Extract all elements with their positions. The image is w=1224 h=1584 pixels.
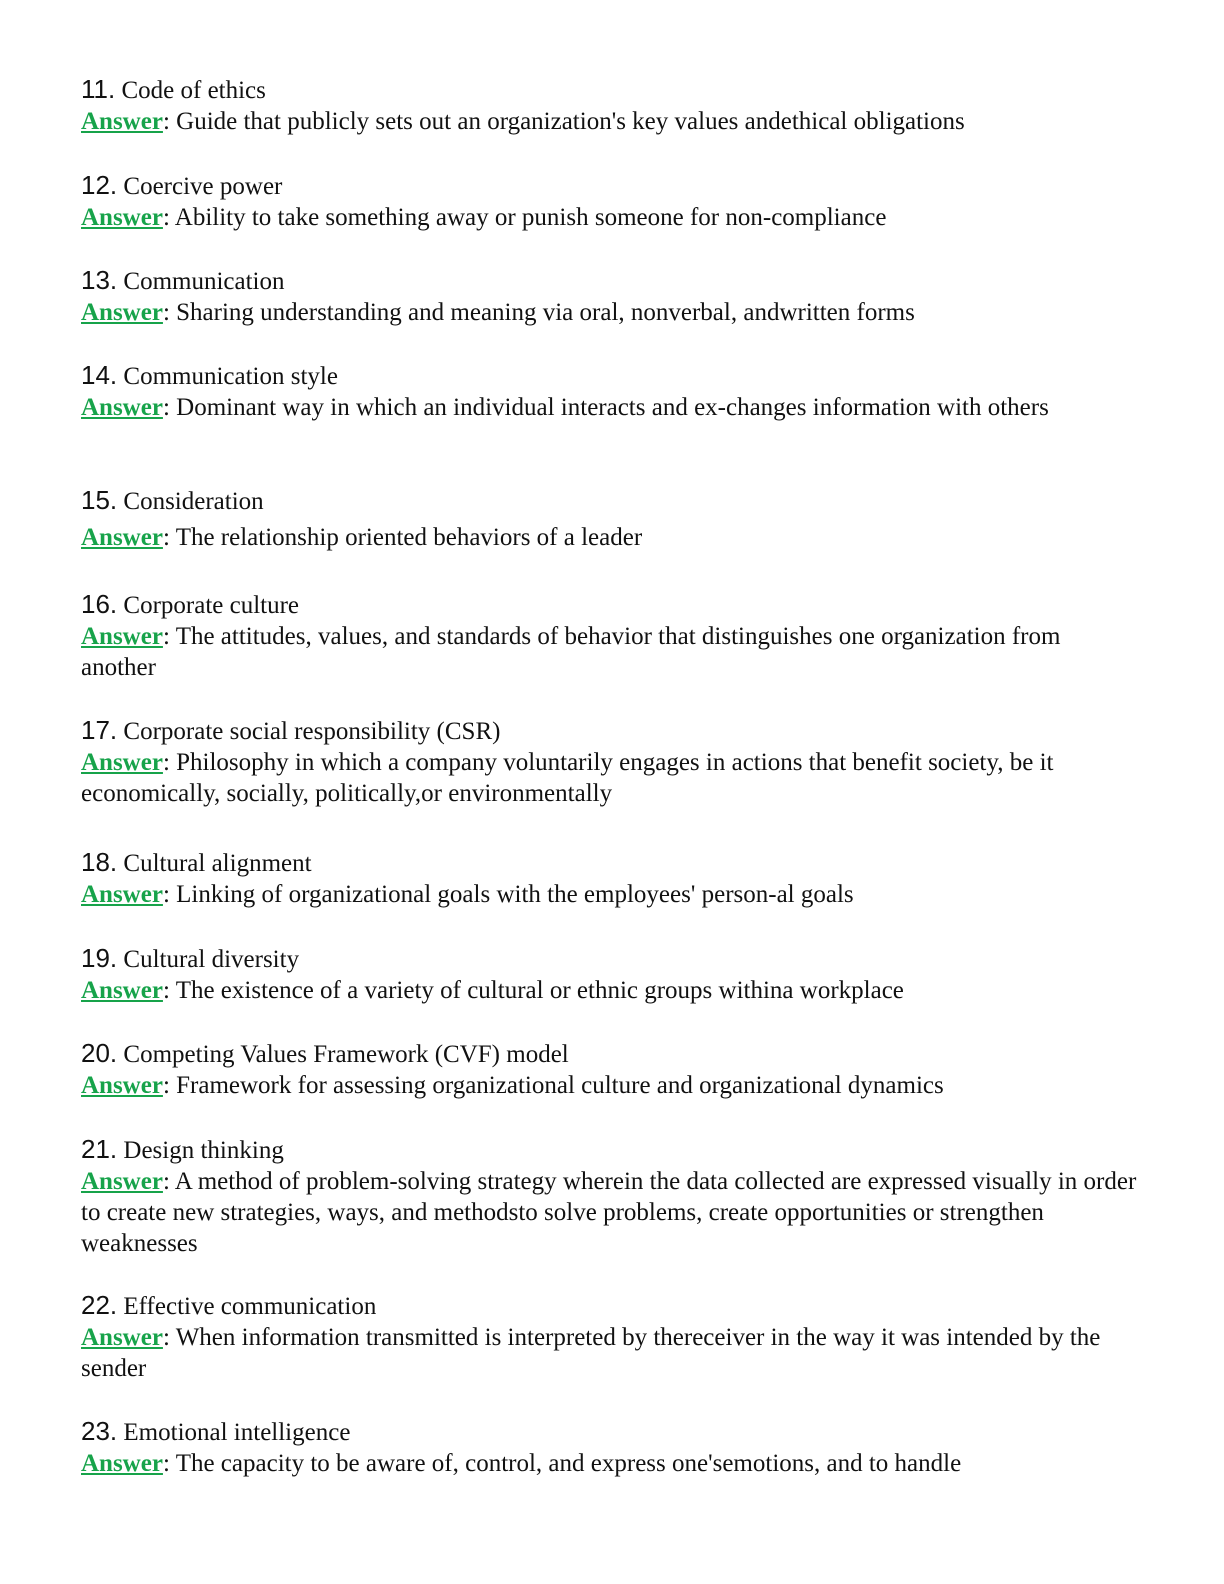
answer-label: Answer [81, 299, 163, 326]
term: Communication [123, 268, 285, 295]
answer-label: Answer [81, 524, 163, 551]
glossary-item-21 [81, 1134, 1141, 1259]
term-line [81, 589, 1141, 621]
answer-line: Answer: Dominant way in which an individual interacts and ex-changes information with others [81, 394, 1049, 421]
term-line [81, 485, 1141, 517]
glossary-item-17 [81, 715, 1141, 809]
glossary-item-13 [81, 265, 1141, 328]
answer-label: Answer [81, 881, 163, 908]
definition: Guide that publicly sets out an organization's key values andethical obligations [176, 108, 965, 135]
answer-line: Answer: When information transmitted is interpreted by thereceiver in the way it was intended by the sender [81, 1324, 1101, 1382]
term: Cultural alignment [123, 850, 312, 877]
answer-line: Answer: The attitudes, values, and standards of behavior that distinguishes one organization from another [81, 623, 1061, 681]
term-line [81, 1134, 1141, 1166]
definition: The existence of a variety of cultural or ethnic groups withina workplace [175, 977, 904, 1004]
definition: The relationship oriented behaviors of a leader [175, 524, 643, 551]
glossary-item-15 [81, 485, 1141, 553]
item-number: 12. [81, 170, 118, 200]
answer-label: Answer [81, 1450, 163, 1477]
term-line [81, 943, 1141, 975]
definition: The capacity to be aware of, control, and express one'semotions, and to handle [175, 1450, 962, 1477]
answer-line: Answer: A method of problem-solving strategy wherein the data collected are expressed visually in order to create new strategies, ways, and methodsto solve problems, create opportunities or strengthen weaknesses [81, 1168, 1137, 1257]
item-number: 18. [81, 847, 118, 877]
definition: Framework for assessing organizational culture and organizational dynamics [176, 1072, 944, 1099]
term: Consideration [123, 488, 264, 515]
term: Competing Values Framework (CVF) model [123, 1041, 569, 1068]
glossary-item-23 [81, 1416, 1141, 1479]
item-number: 14. [81, 360, 118, 390]
term: Corporate culture [123, 592, 300, 619]
definition: Sharing understanding and meaning via oral, nonverbal, andwritten forms [176, 299, 915, 326]
term: Coercive power [123, 173, 283, 200]
glossary-item-18 [81, 847, 1141, 910]
term-line [81, 74, 1141, 106]
answer-label: Answer [81, 623, 163, 650]
term: Cultural diversity [123, 946, 300, 973]
answer-label: Answer [81, 204, 163, 231]
answer-label: Answer [81, 108, 163, 135]
item-number: 21. [81, 1134, 118, 1164]
term: Effective communication [123, 1293, 377, 1320]
term: Design thinking [123, 1137, 284, 1164]
glossary-item-22 [81, 1290, 1141, 1384]
answer-label: Answer [81, 1168, 163, 1195]
item-number: 22. [81, 1290, 118, 1320]
glossary-item-14 [81, 360, 1141, 423]
answer-line: Answer: The capacity to be aware of, control, and express one'semotions, and to handle [81, 1450, 962, 1477]
answer-label: Answer [81, 977, 163, 1004]
definition: Linking of organizational goals with the employees' person-al goals [176, 881, 854, 908]
term-line [81, 1416, 1141, 1448]
glossary-item-11 [81, 74, 1141, 137]
answer-line: Answer: Framework for assessing organizational culture and organizational dynamics [81, 1072, 944, 1099]
definition: A method of problem-solving strategy wherein the data collected are expressed visually in order to create new strategies, ways, and methodsto solve problems, create opportunities or strengthen weaknesses [81, 1168, 1137, 1257]
item-number: 17. [81, 715, 118, 745]
definition: The attitudes, values, and standards of behavior that distinguishes one organization from another [81, 623, 1061, 681]
definition: Dominant way in which an individual interacts and ex-changes information with others [176, 394, 1049, 421]
item-number: 23. [81, 1416, 118, 1446]
term-line [81, 1038, 1141, 1070]
answer-line: Answer: The existence of a variety of cultural or ethnic groups withina workplace [81, 977, 904, 1004]
answer-line: Answer: Philosophy in which a company voluntarily engages in actions that benefit society, be it economically, socially, politically,or environmentally [81, 749, 1054, 807]
answer-line: Answer: Sharing understanding and meaning via oral, nonverbal, andwritten forms [81, 299, 915, 326]
term-line [81, 360, 1141, 392]
answer-line: Answer: Guide that publicly sets out an organization's key values andethical obligations [81, 108, 965, 135]
item-number: 20. [81, 1038, 118, 1068]
term: Communication style [123, 363, 338, 390]
term: Code of ethics [121, 77, 266, 104]
term-line [81, 715, 1141, 747]
answer-line: Answer: Ability to take something away or punish someone for non-compliance [81, 204, 887, 231]
term-line [81, 170, 1141, 202]
term-line [81, 1290, 1141, 1322]
term: Emotional intelligence [123, 1419, 351, 1446]
term: Corporate social responsibility (CSR) [123, 718, 501, 745]
item-number: 19. [81, 943, 118, 973]
term-line [81, 847, 1141, 879]
definition: Ability to take something away or punish someone for non-compliance [174, 204, 887, 231]
term-line [81, 265, 1141, 297]
answer-label: Answer [81, 394, 163, 421]
answer-line: Answer: The relationship oriented behaviors of a leader [81, 524, 643, 551]
glossary-item-20 [81, 1038, 1141, 1101]
answer-label: Answer [81, 1324, 163, 1351]
item-number: 15. [81, 485, 118, 515]
definition: Philosophy in which a company voluntarily engages in actions that benefit society, be it economically, socially, politically,or environmentally [81, 749, 1054, 807]
glossary-item-16 [81, 589, 1141, 683]
glossary-item-12 [81, 170, 1141, 233]
answer-label: Answer [81, 749, 163, 776]
item-number: 13. [81, 265, 118, 295]
answer-line: Answer: Linking of organizational goals with the employees' person-al goals [81, 881, 854, 908]
glossary-item-19 [81, 943, 1141, 1006]
item-number: 11. [81, 74, 116, 104]
item-number: 16. [81, 589, 118, 619]
definition: When information transmitted is interpreted by thereceiver in the way it was intended by the sender [81, 1324, 1101, 1382]
answer-label: Answer [81, 1072, 163, 1099]
